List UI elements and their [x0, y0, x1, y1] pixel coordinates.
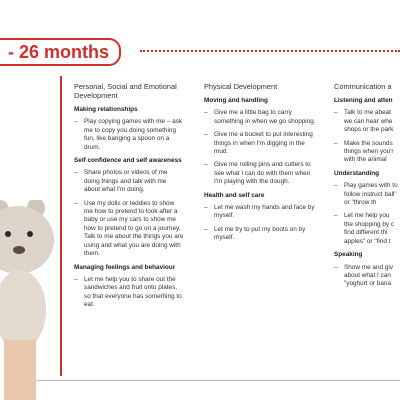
list-item: – Let me help you to share out the sandwiches and fruit onto plates, so that everyone has something to eat. — [74, 276, 184, 310]
list-item: – Use my dolls or teddies to show me how to pretend to look after a baby or use my cars to show me how to pretend to go on a journey. Talk to me about the things you are using and what you are doing with them. — [74, 200, 184, 259]
section-heading: Health and self care — [204, 191, 265, 199]
list-item: – Make the sounds things when you'r with the animal — [334, 140, 400, 165]
header-dotted-rule — [140, 50, 400, 52]
bottom-frame-line — [22, 380, 400, 381]
column-communication — [334, 82, 400, 294]
list-item: – Play games with to follow instruct ball" or "throw th — [334, 182, 400, 207]
column-title: Communication a — [334, 82, 392, 91]
list-item: – Let me try to put my boots on by myself. — [204, 226, 316, 243]
vertical-accent-rule — [60, 76, 62, 376]
column-title: Physical Development — [204, 82, 278, 91]
list-item: – Let me help you the shopping by c find different thi apples" or "find t — [334, 212, 400, 246]
column-title: Personal, Social and Emotional Development — [74, 82, 177, 100]
list-item: – Share photos or videos of me doing things and talk with me about what I'm doing. — [74, 169, 184, 194]
column-personal-social — [74, 82, 184, 315]
list-item: – Show me and giv about what I can "yoghurt or bana — [334, 264, 400, 289]
section-heading: Making relationships — [74, 106, 138, 113]
list-item: – Give me a bucket to put interesting things in when I'm digging in the mud. — [204, 131, 316, 156]
section-heading: Speaking — [334, 251, 363, 259]
column-physical-development — [204, 82, 316, 248]
list-item: – Talk to me abeat we can hear whe shops or the park — [334, 109, 400, 134]
list-item: – Give me rolling pins and cutters to see what I can do with them when I'm playing with the dough. — [204, 161, 316, 186]
age-range-title: - 26 months — [0, 38, 121, 66]
section-heading: Self confidence and self awareness — [74, 157, 182, 165]
section-heading: Understanding — [334, 169, 380, 177]
list-item: – Play copying games with me – ask me to copy you doing something fun, like banging a spoon on a drum. — [74, 118, 184, 152]
list-item: – Let me wash my hands and face by myself. — [204, 204, 316, 221]
list-item: – Give me a little bag to carry something in when we go shopping. — [204, 109, 316, 126]
section-heading: Managing feelings and behaviour — [74, 263, 176, 271]
section-heading: Listening and atten — [334, 97, 393, 104]
soft-toy-puppet-image — [0, 200, 60, 400]
section-heading: Moving and handling — [204, 97, 268, 104]
